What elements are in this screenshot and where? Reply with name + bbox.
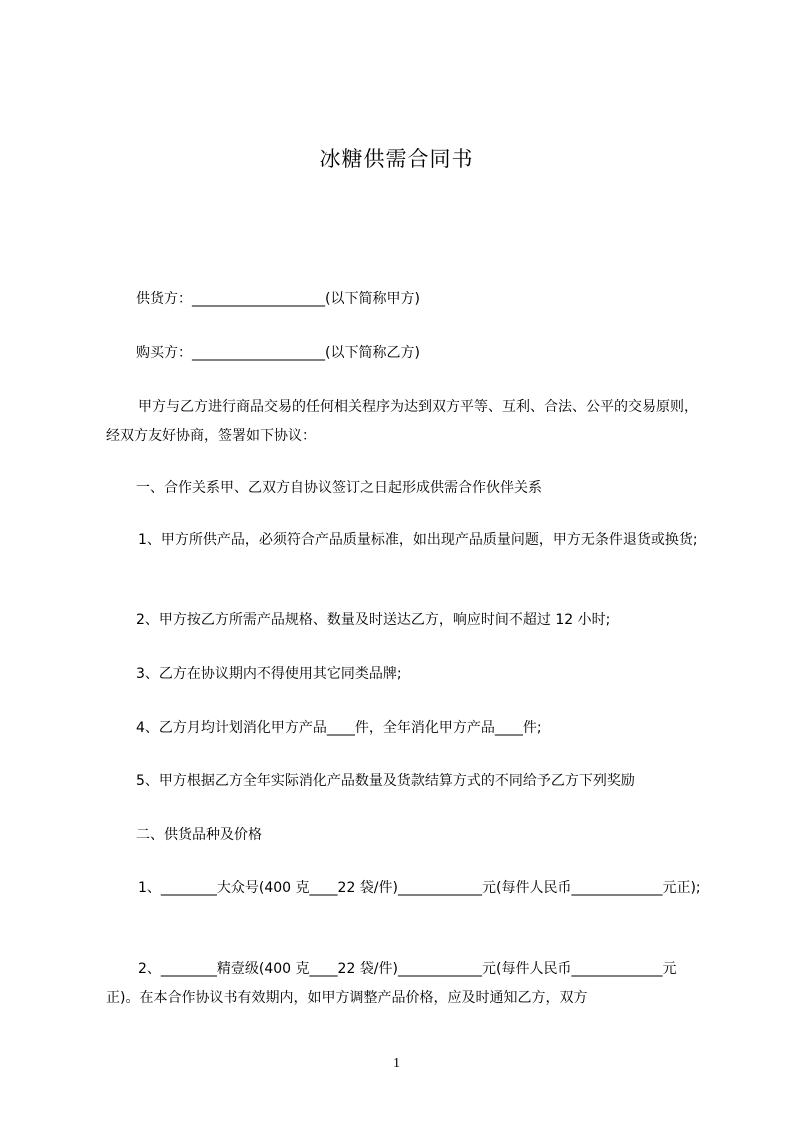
page-title: 冰糖供需合同书 <box>319 147 474 171</box>
buyer-line: 购买方：___________________(以下简称乙方) <box>136 345 420 361</box>
section-heading-1: 一、合作关系甲、乙双方自协议签订之日起形成供需合作伙伴关系 <box>136 480 542 496</box>
product-item-1: 1、________大众号(400 克____22 袋/件)____________元(每件人民币_____________元正); <box>138 880 701 896</box>
supplier-line: 供货方：___________________(以下简称甲方) <box>136 291 420 307</box>
clause-2: 2、甲方按乙方所需产品规格、数量及时送达乙方，响应时间不超过 12 小时; <box>136 612 611 628</box>
product-item-2: 2、________精壹级(400 克____22 袋/件)____________元(每件人民币_____________元正)。在本合作协议书有效期内，如甲方调整产品价格，应及时通知乙方，双方 <box>106 961 677 1006</box>
clause-1: 1、甲方所供产品，必须符合产品质量标准，如出现产品质量问题，甲方无条件退货或换货; <box>138 532 698 548</box>
intro-paragraph: 甲方与乙方进行商品交易的任何相关程序为达到双方平等、互利、合法、公平的交易原则，经双方友好协商，签署如下协议： <box>106 399 698 444</box>
page-number: 1 <box>393 1056 400 1071</box>
section-heading-2: 二、供货品种及价格 <box>136 827 262 843</box>
clause-3: 3、乙方在协议期内不得使用其它同类品牌; <box>136 666 402 682</box>
clause-5: 5、甲方根据乙方全年实际消化产品数量及货款结算方式的不同给予乙方下列奖励 <box>136 773 635 789</box>
clause-4: 4、乙方月均计划消化甲方产品____件，全年消化甲方产品____件; <box>136 720 542 736</box>
